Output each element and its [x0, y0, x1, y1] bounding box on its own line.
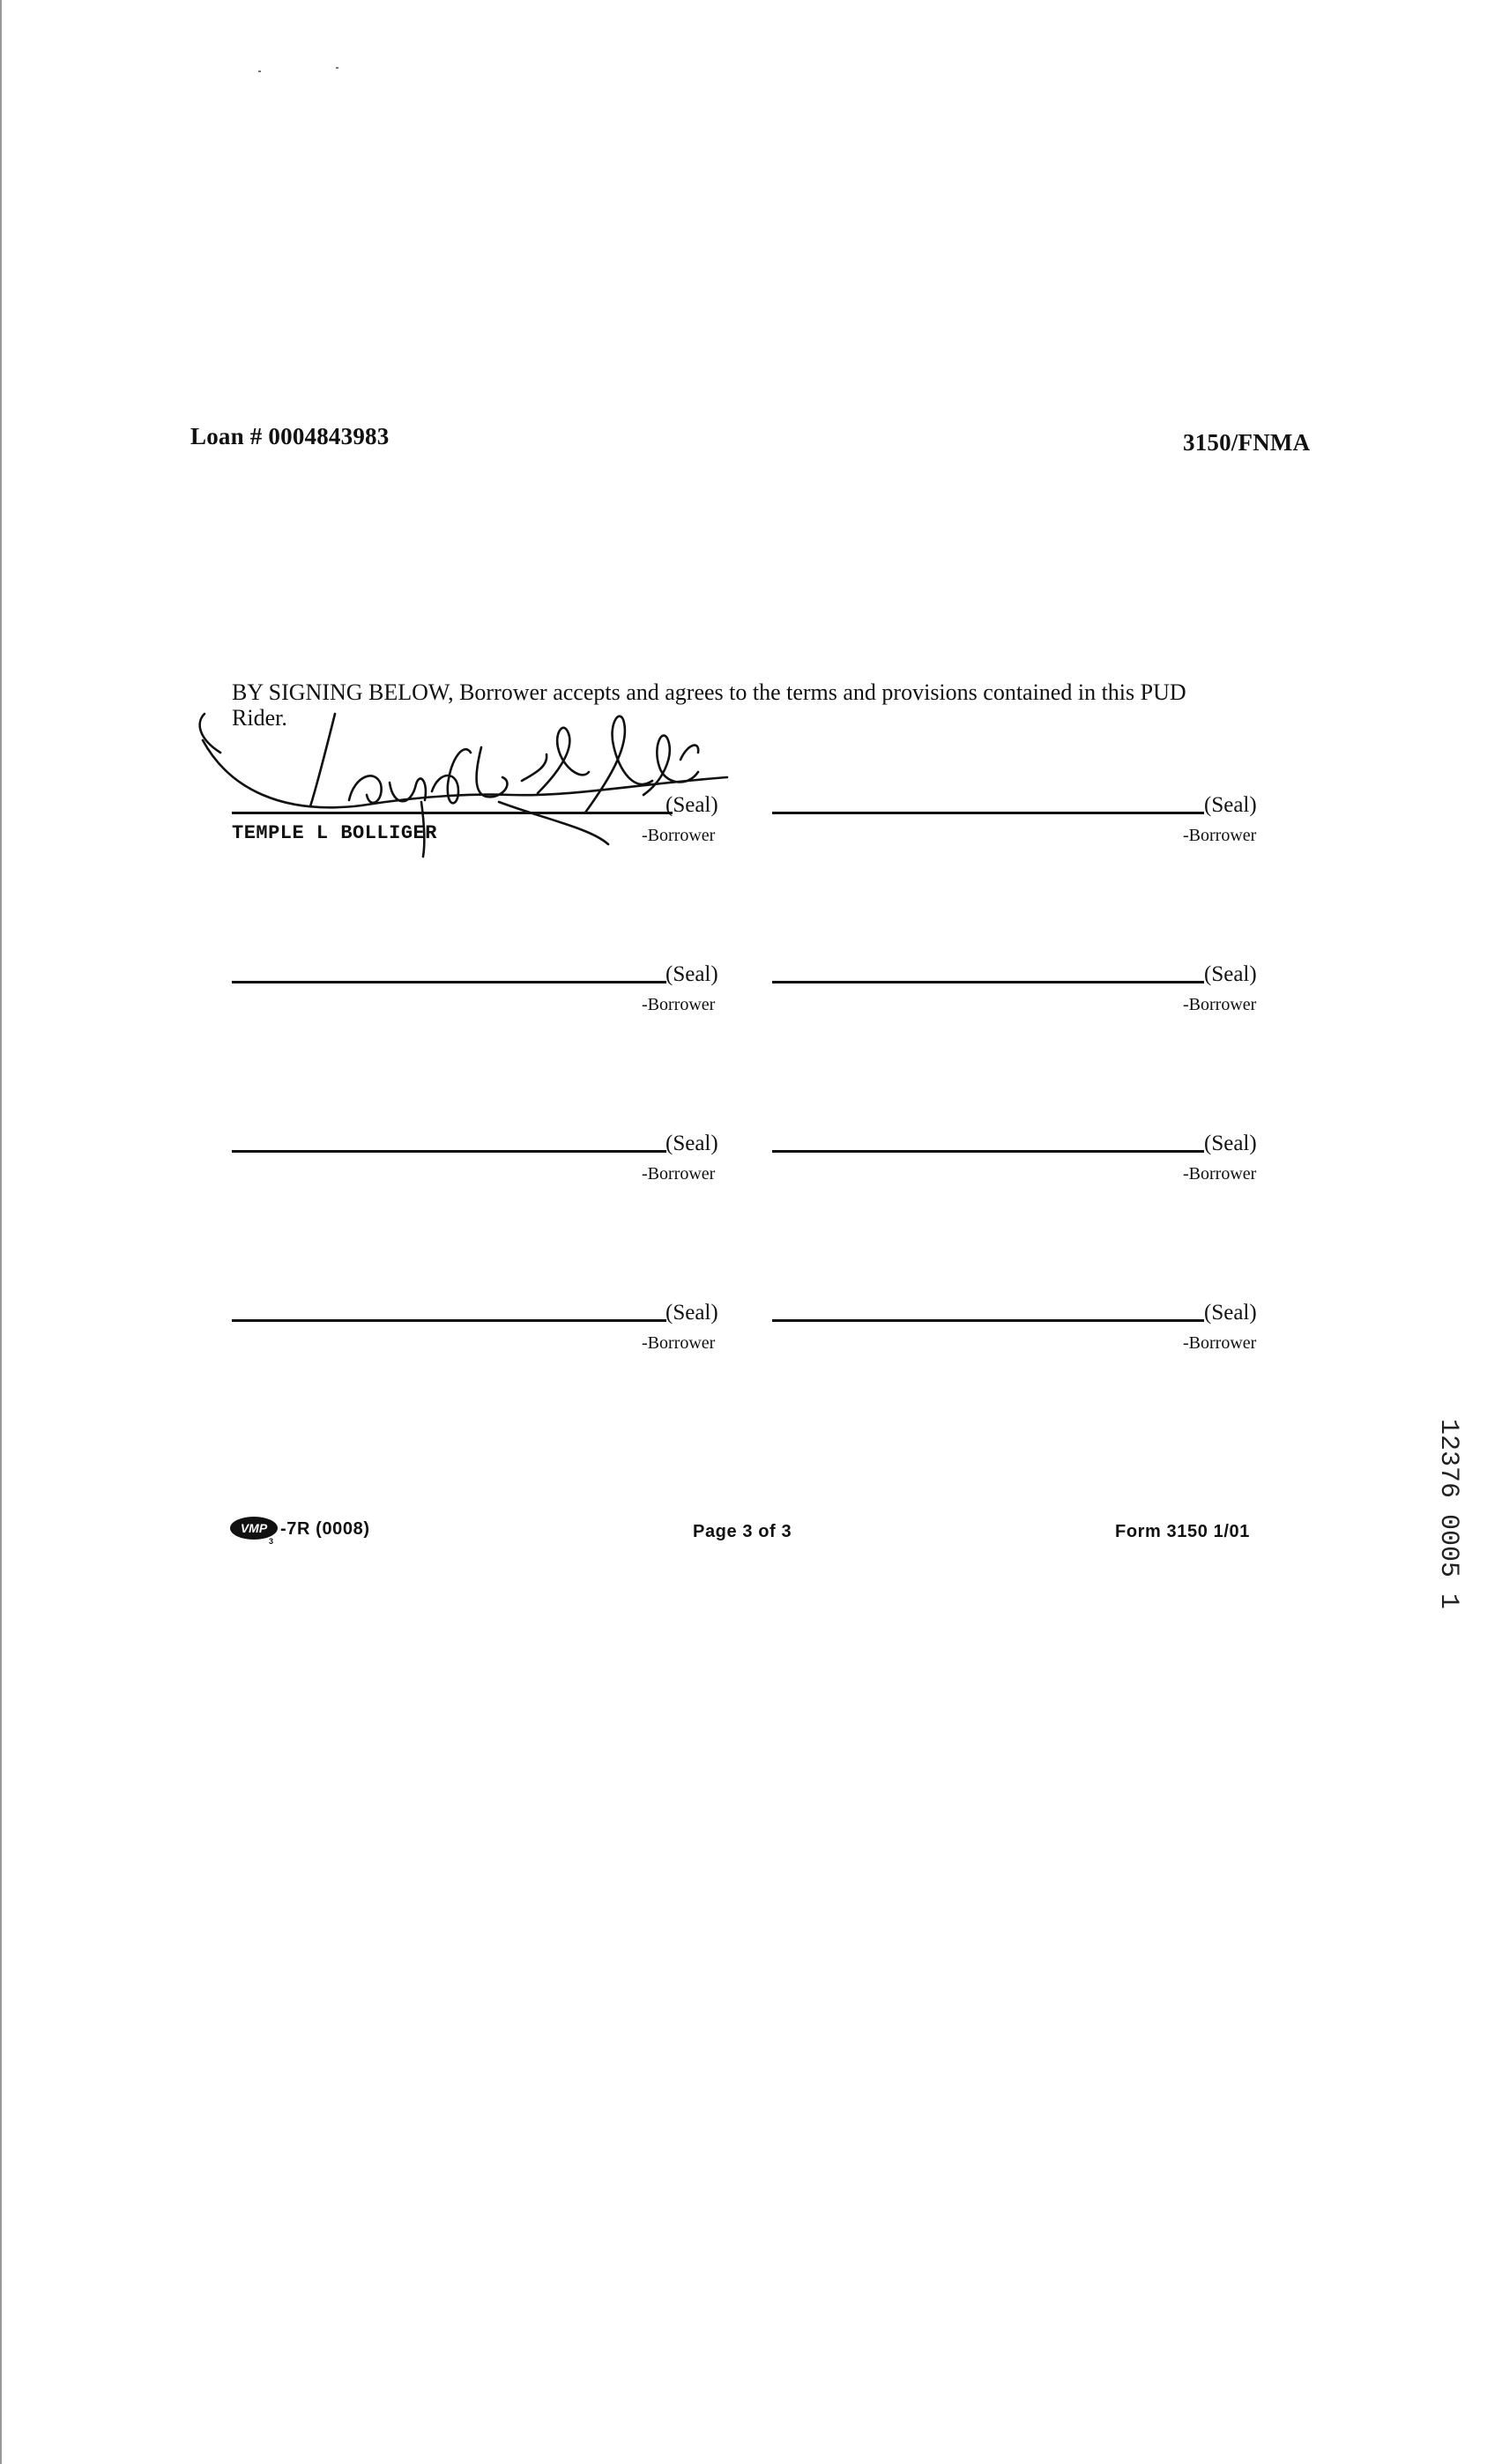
scan-speck — [336, 67, 338, 69]
page-number: Page 3 of 3 — [693, 1522, 792, 1541]
loan-number: Loan # 0004843983 — [190, 423, 390, 449]
signature-line-3 — [232, 981, 666, 983]
form-id: -7R (0008) — [280, 1519, 370, 1539]
signature-line-4 — [772, 981, 1204, 983]
seal-label: (Seal) — [665, 1132, 718, 1155]
borrower-label: -Borrower — [1183, 995, 1257, 1014]
recording-stamp: 12376 0005 1 — [1433, 1419, 1463, 1610]
statement-line-2: Rider. — [232, 705, 287, 731]
borrower-name: TEMPLE L BOLLIGER — [232, 822, 437, 844]
borrower-label: -Borrower — [642, 1164, 716, 1184]
signature-line-6 — [772, 1150, 1204, 1153]
seal-label: (Seal) — [1204, 1301, 1257, 1325]
svg-text:3: 3 — [269, 1537, 274, 1545]
borrower-label: -Borrower — [642, 826, 716, 845]
borrower-label: -Borrower — [1183, 1333, 1257, 1353]
seal-label: (Seal) — [1204, 793, 1257, 817]
borrower-label: -Borrower — [1183, 826, 1257, 845]
scan-speck — [258, 71, 261, 72]
seal-label: (Seal) — [1204, 962, 1257, 986]
svg-text:VMP: VMP — [240, 1521, 268, 1535]
seal-label: (Seal) — [665, 962, 718, 986]
signature-line-2 — [772, 812, 1204, 814]
seal-label: (Seal) — [665, 793, 718, 817]
vmp-logo-icon — [229, 1515, 282, 1545]
form-code: 3150/FNMA — [1183, 429, 1311, 456]
signature-line-5 — [232, 1150, 666, 1153]
borrower-label: -Borrower — [642, 1333, 716, 1353]
signature-line-7 — [232, 1319, 666, 1322]
borrower-label: -Borrower — [1183, 1164, 1257, 1184]
signature-line-8 — [772, 1319, 1204, 1322]
form-number: Form 3150 1/01 — [1115, 1522, 1250, 1541]
borrower-label: -Borrower — [642, 995, 716, 1014]
statement-line-1: BY SIGNING BELOW, Borrower accepts and agrees to the terms and provisions contained in this PUD — [232, 679, 1186, 705]
seal-label: (Seal) — [665, 1301, 718, 1325]
seal-label: (Seal) — [1204, 1132, 1257, 1155]
signature-line-1 — [232, 812, 673, 814]
scan-edge — [0, 0, 2, 2464]
